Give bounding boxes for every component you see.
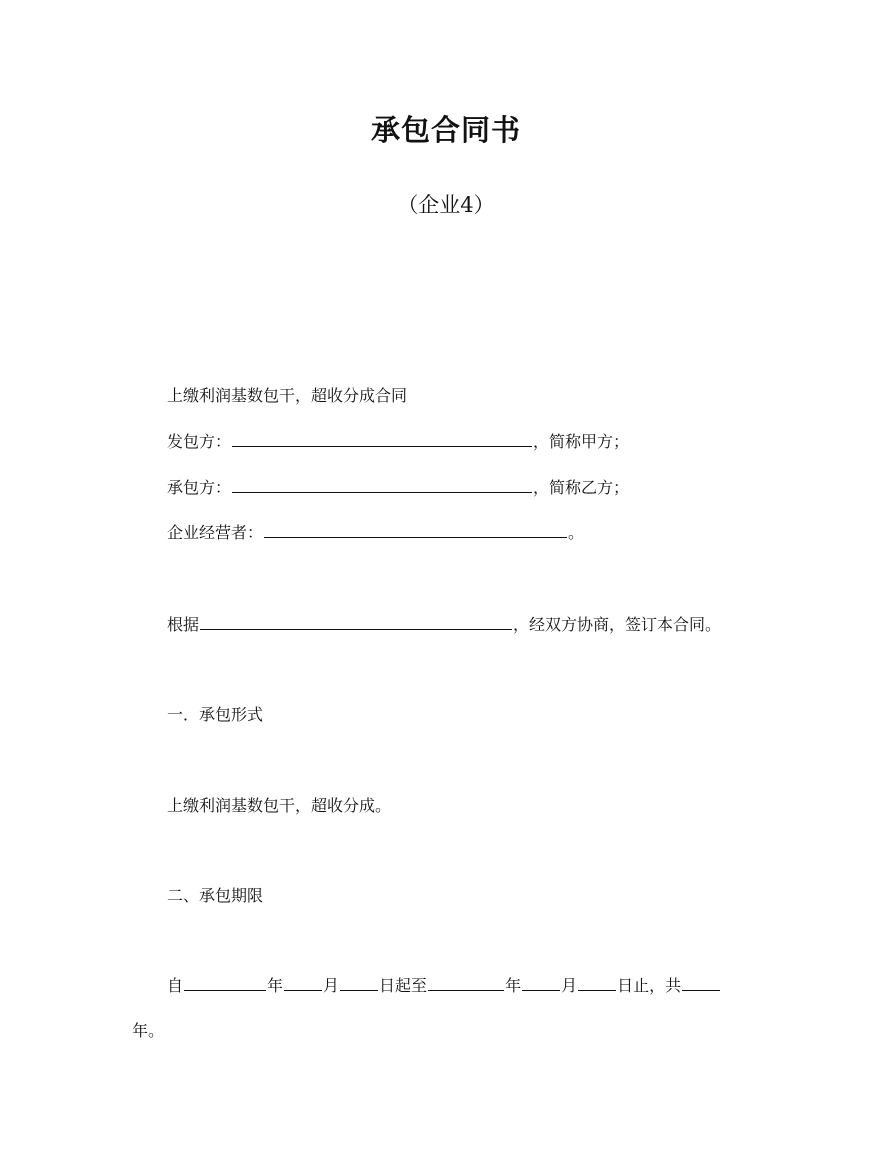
- end-day-blank: [578, 975, 616, 991]
- term-month-1: 月: [323, 976, 340, 995]
- term-year-2: 年: [505, 976, 522, 995]
- term-month-2: 月: [561, 976, 578, 995]
- section-1-heading: 一．承包形式: [167, 705, 264, 724]
- party-b-blank: [232, 477, 532, 493]
- basis-line: [167, 614, 721, 636]
- term-day-start: 日起至: [379, 976, 428, 995]
- end-month-blank: [522, 975, 560, 991]
- operator-label: 企业经营者：: [167, 523, 264, 542]
- start-year-blank: [184, 975, 266, 991]
- section-2-heading: 二、承包期限: [167, 886, 264, 905]
- party-b-line: [167, 477, 629, 499]
- total-years-blank: [682, 975, 720, 991]
- term-line: [167, 975, 721, 997]
- document-title: 承包合同书: [370, 113, 521, 147]
- term-end: 年。: [132, 1021, 165, 1040]
- document-subtitle: （企业4）: [397, 193, 495, 217]
- basis-prefix: 根据: [167, 615, 200, 634]
- section-1-body: 上缴利润基数包干，超收分成。: [167, 796, 392, 815]
- operator-blank: [264, 522, 567, 538]
- party-a-label: 发包方：: [167, 432, 232, 451]
- start-day-blank: [340, 975, 378, 991]
- term-year-1: 年: [267, 976, 284, 995]
- contract-type-line: 上缴利润基数包干，超收分成合同: [167, 386, 408, 405]
- operator-suffix: 。: [568, 523, 585, 542]
- start-month-blank: [284, 975, 322, 991]
- operator-line: [167, 522, 584, 544]
- party-b-suffix: ，简称乙方；: [533, 478, 630, 497]
- party-b-label: 承包方：: [167, 478, 232, 497]
- end-year-blank: [428, 975, 504, 991]
- basis-blank: [200, 614, 512, 630]
- party-a-suffix: ，简称甲方；: [533, 432, 630, 451]
- party-a-line: [167, 431, 629, 453]
- term-from: 自: [167, 976, 184, 995]
- basis-suffix: ，经双方协商，签订本合同。: [513, 615, 722, 634]
- term-day-end: 日止，共: [617, 976, 682, 995]
- party-a-blank: [232, 431, 532, 447]
